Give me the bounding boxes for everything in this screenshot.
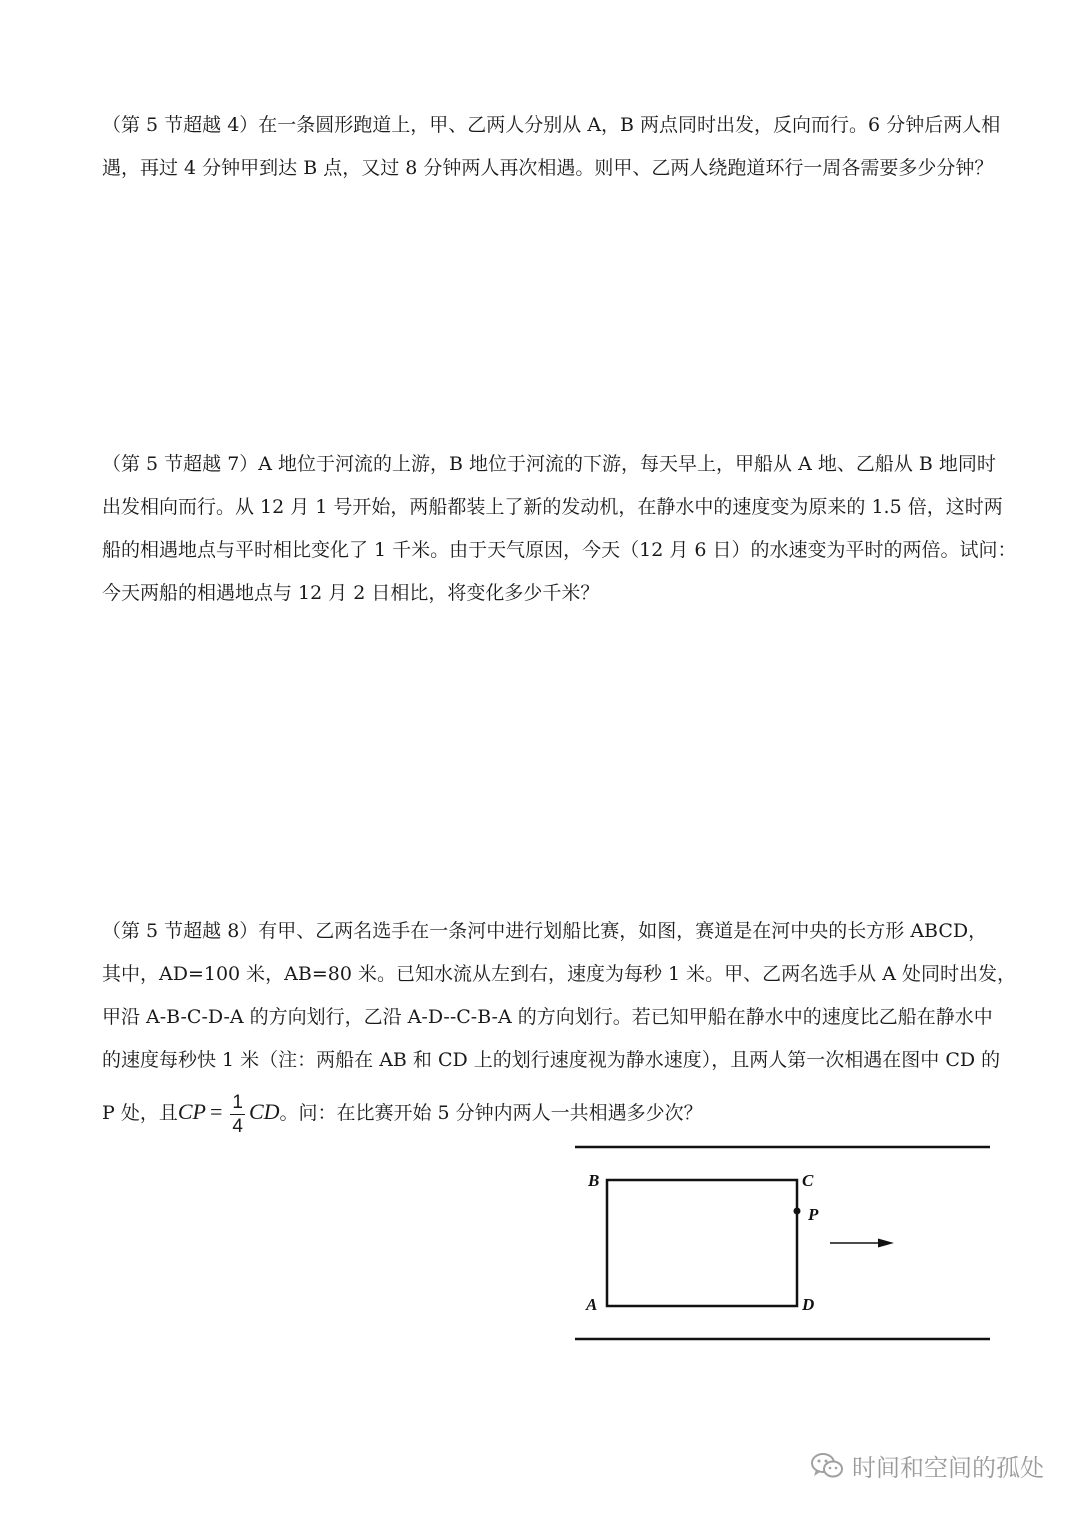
label-d: D (802, 1295, 815, 1314)
problem-1-line-1: （第 5 节超越 4）在一条圆形跑道上，甲、乙两人分别从 A，B 两点同时出发，反向而行。6 分钟后两人相 (102, 114, 1001, 136)
watermark-text: 时间和空间的孤处 (852, 1454, 1044, 1482)
problem-2-line-2: 出发相向而行。从 12 月 1 号开始，两船都装上了新的发动机，在静水中的速度变为原来的 1.5 倍，这时两 (102, 496, 1003, 518)
label-a: A (586, 1295, 598, 1314)
problem-3-line-3: 甲沿 A-B-C-D-A 的方向划行，乙沿 A-D--C-B-A 的方向划行。若已知甲船在静水中的速度比乙船在静水中 (102, 1006, 993, 1028)
problem-3-suffix: 。问：在比赛开始 5 分钟内两人一共相遇多少次？ (279, 1102, 703, 1124)
fraction-denominator: 4 (232, 1115, 243, 1137)
math-cp: CP (177, 1099, 206, 1124)
problem-1 (102, 104, 1001, 190)
math-cd: CD (248, 1099, 280, 1124)
problem-2-line-4: 今天两船的相遇地点与 12 月 2 日相比，将变化多少千米？ (102, 582, 600, 604)
problem-3-line-2: 其中，AD=100 米，AB=80 米。已知水流从左到右，速度为每秒 1 米。甲、乙两名选手从 A 处同时出发， (102, 963, 1016, 985)
label-p: P (808, 1205, 819, 1224)
problem-3 (102, 910, 1016, 1137)
problem-3-line-1: （第 5 节超越 8）有甲、乙两名选手在一条河中进行划船比赛，如图，赛道是在河中央的长方形 ABCD， (102, 920, 988, 942)
fraction-numerator: 1 (232, 1091, 243, 1113)
wechat-icon (810, 1451, 844, 1481)
track-rectangle-abcd (607, 1180, 797, 1306)
problem-2 (102, 443, 1017, 615)
river-track-diagram (570, 1140, 995, 1350)
problem-3-prefix: P 处，且 (102, 1102, 178, 1124)
watermark (810, 1448, 1044, 1483)
problem-3-line-5 (102, 1090, 982, 1136)
problem-2-line-1: （第 5 节超越 7）A 地位于河流的上游，B 地位于河流的下游，每天早上，甲船从 A 地、乙船从 B 地同时 (102, 453, 996, 475)
label-b: B (588, 1171, 600, 1190)
problem-3-line-4: 的速度每秒快 1 米（注：两船在 AB 和 CD 上的划行速度视为静水速度），且两人第一次相遇在图中 CD 的 (102, 1049, 1001, 1071)
water-flow-arrow-icon (830, 1239, 894, 1248)
problem-2-line-3: 船的相遇地点与平时相比变化了 1 千米。由于天气原因，今天（12 月 6 日）的水速变为平时的两倍。试问： (102, 539, 1017, 561)
point-p-dot (794, 1208, 801, 1215)
math-equals: = (209, 1099, 223, 1124)
fraction-one-quarter (230, 1093, 245, 1136)
label-c: C (802, 1171, 814, 1190)
problem-1-line-2: 遇，再过 4 分钟甲到达 B 点，又过 8 分钟两人再次相遇。则甲、乙两人绕跑道环行一周各需要多少分钟？ (102, 157, 994, 179)
